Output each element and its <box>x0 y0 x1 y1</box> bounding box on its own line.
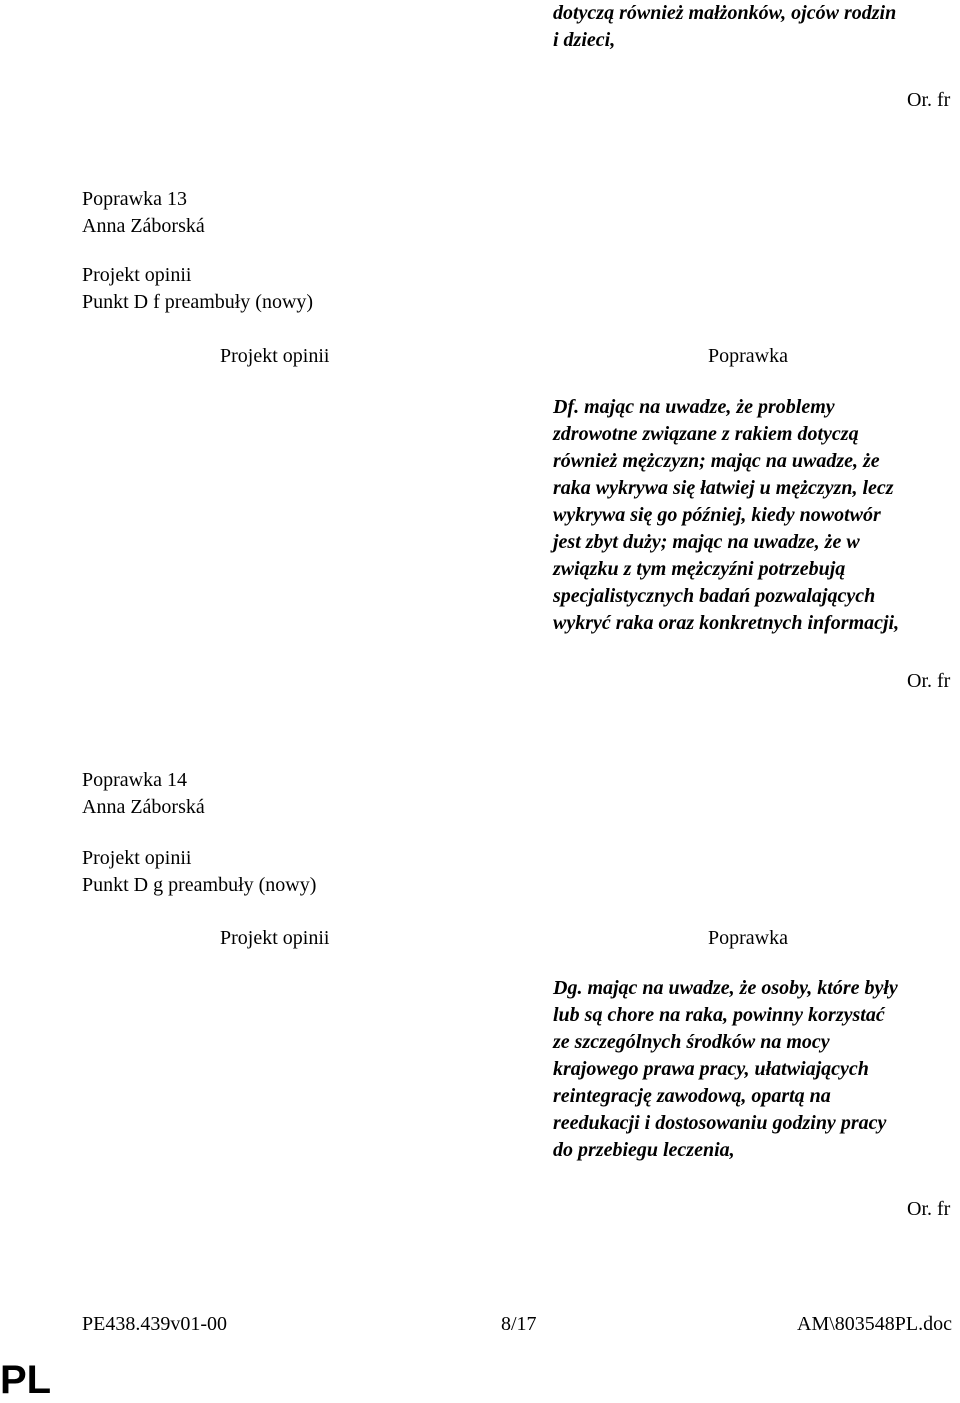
amendment-author: Anna Záborská <box>82 796 205 818</box>
footer-language-code: PL <box>0 1358 52 1402</box>
amendment-text <box>553 975 960 1164</box>
footer-document-name: AM\803548PL.doc <box>797 1313 952 1335</box>
column-header-left: Projekt opinii <box>220 345 330 367</box>
amendment-text-line: krajowego prawa pracy, ułatwiających <box>553 1058 869 1080</box>
amendment-text-line: jest zbyt duży; mając na uwadze, że w <box>553 531 860 553</box>
amendment-text-line: raka wykrywa się łatwiej u mężczyzn, lecz <box>553 477 894 499</box>
footer-page-number: 8/17 <box>501 1313 537 1335</box>
amendment-text-line: do przebiegu leczenia, <box>553 1139 735 1161</box>
amendment-doc-label: Projekt opinii <box>82 847 192 869</box>
amendment-location: Punkt D g preambuły (nowy) <box>82 874 317 896</box>
amendment-text-line: lub są chore na raka, powinny korzystać <box>553 1004 885 1026</box>
amendment-number: Poprawka 14 <box>82 769 187 791</box>
continuation-text <box>553 0 960 54</box>
column-header-right: Poprawka <box>708 345 788 367</box>
column-header-right: Poprawka <box>708 927 788 949</box>
original-language-label: Or. fr <box>907 89 951 111</box>
amendment-text-line: zdrowotne związane z rakiem dotyczą <box>553 423 859 445</box>
amendment-location: Punkt D f preambuły (nowy) <box>82 291 314 313</box>
amendment-text-line: związku z tym mężczyźni potrzebują <box>553 558 846 580</box>
amendment-text-line: ze szczególnych środków na mocy <box>553 1031 830 1053</box>
amendment-text-line: reedukacji i dostosowaniu godziny pracy <box>553 1112 887 1134</box>
amendment-text-line: wykrywa się go później, kiedy nowotwór <box>553 504 881 526</box>
original-language-label: Or. fr <box>907 670 951 692</box>
original-language-label: Or. fr <box>907 1198 951 1220</box>
amendment-text-line: reintegrację zawodową, opartą na <box>553 1085 831 1107</box>
footer-reference: PE438.439v01-00 <box>82 1313 227 1335</box>
amendment-doc-label: Projekt opinii <box>82 264 192 286</box>
amendment-text-line: Dg. mając na uwadze, że osoby, które były <box>553 977 898 999</box>
amendment-text-line: Df. mając na uwadze, że problemy <box>553 396 835 418</box>
amendment-text-line: specjalistycznych badań pozwalających <box>553 585 876 607</box>
amendment-text-line: również mężczyzn; mając na uwadze, że <box>553 450 880 472</box>
column-header-left: Projekt opinii <box>220 927 330 949</box>
amendment-text-line: wykryć raka oraz konkretnych informacji, <box>553 612 900 634</box>
continuation-line: dotyczą również małżonków, ojców rodzin <box>553 2 897 24</box>
amendment-text <box>553 394 960 637</box>
amendment-number: Poprawka 13 <box>82 188 187 210</box>
continuation-line: i dzieci, <box>553 29 616 51</box>
amendment-author: Anna Záborská <box>82 215 205 237</box>
